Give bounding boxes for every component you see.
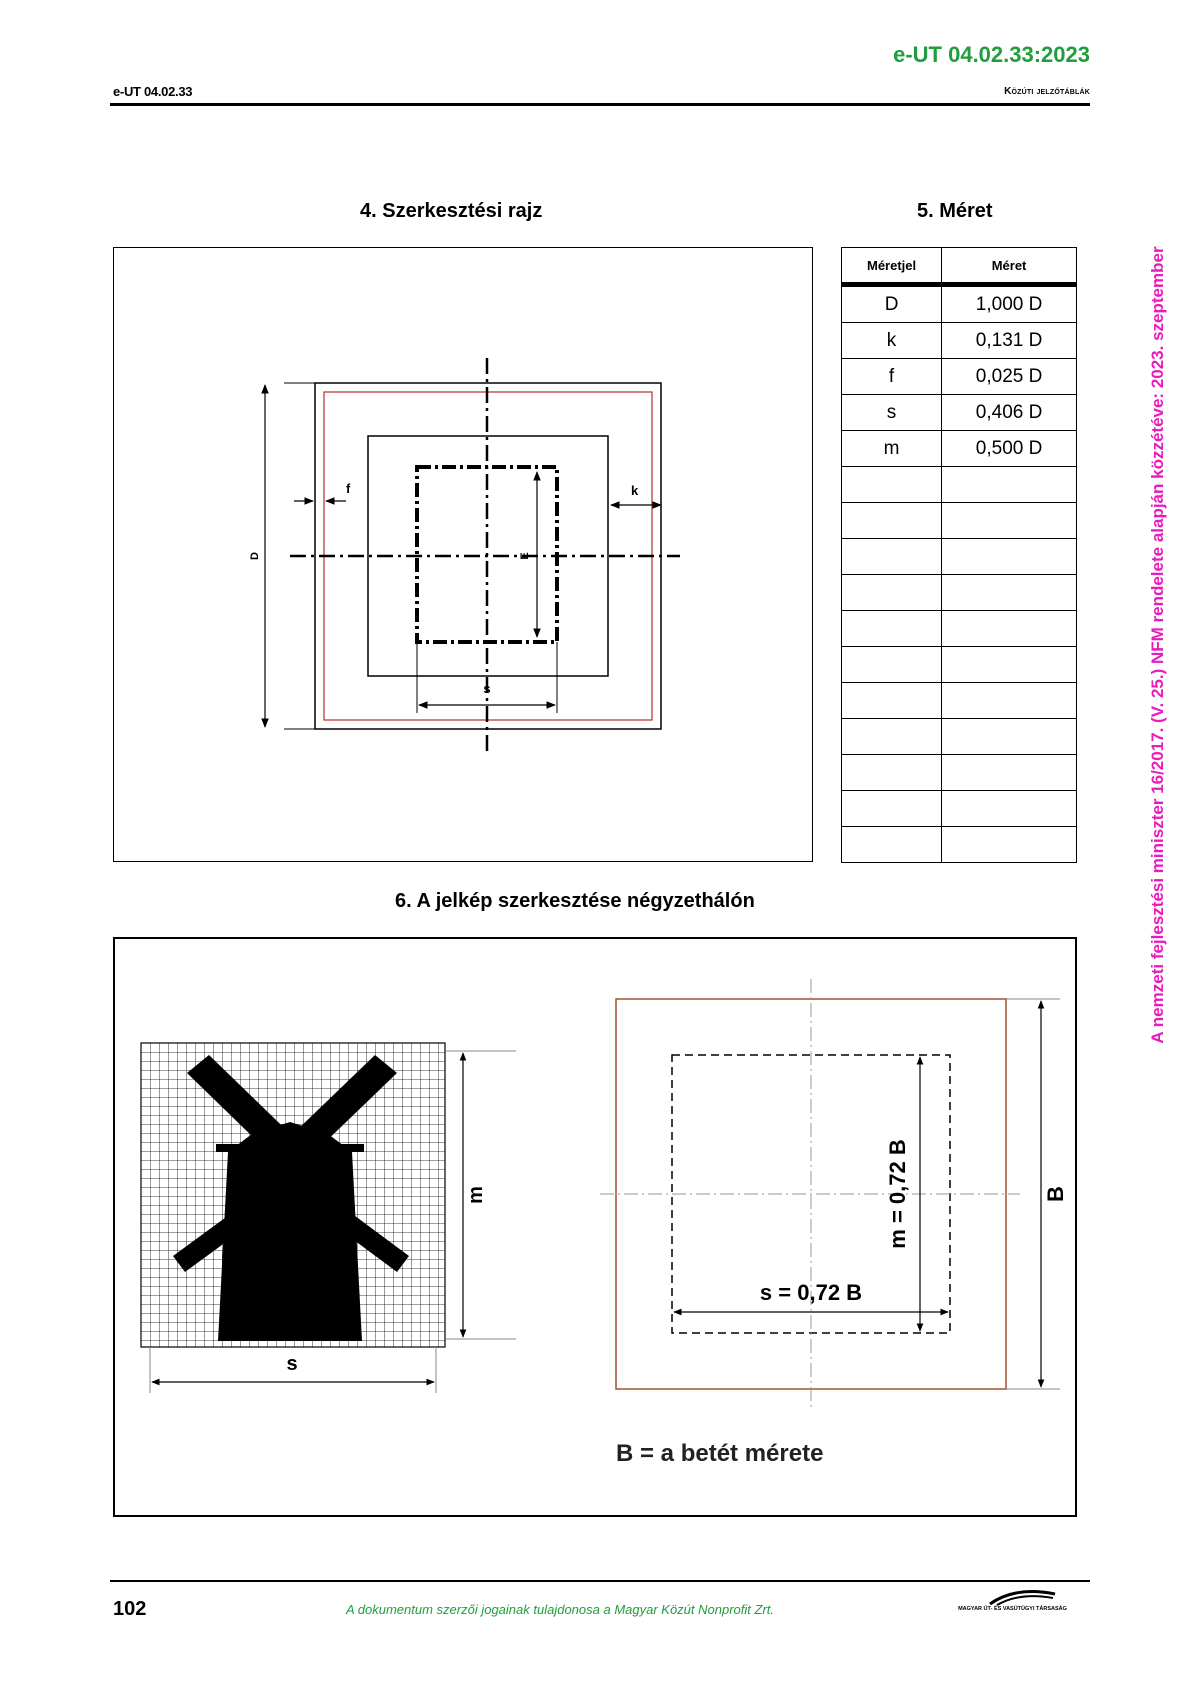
organization-logo bbox=[935, 1588, 1090, 1628]
cell-size: 1,000 D bbox=[942, 285, 1077, 323]
cell-size bbox=[942, 611, 1077, 647]
table-row bbox=[842, 755, 1077, 791]
table-row bbox=[842, 467, 1077, 503]
frame-label-m: m = 0,72 B bbox=[885, 1139, 910, 1249]
header-right-title: Közúti jelzőtáblák bbox=[1004, 86, 1090, 97]
table-row bbox=[842, 683, 1077, 719]
cell-size: 0,406 D bbox=[942, 395, 1077, 431]
label-k: k bbox=[631, 483, 639, 498]
header-left-code: e-UT 04.02.33 bbox=[113, 84, 193, 99]
windmill-body bbox=[218, 1122, 362, 1341]
grid-label-m: m bbox=[465, 1186, 487, 1204]
cell-symbol: s bbox=[842, 395, 942, 431]
header-rule bbox=[110, 103, 1090, 106]
grid-label-s: s bbox=[286, 1353, 298, 1375]
cell-symbol: k bbox=[842, 323, 942, 359]
table-row bbox=[842, 827, 1077, 863]
table-row bbox=[842, 395, 1077, 431]
publication-note-text: A nemzeti fejlesztési miniszter 16/2017. (V. 25.) NFM rendelete alapján közzétéve: 2023. szeptember bbox=[1148, 246, 1167, 1044]
document-code: e-UT 04.02.33:2023 bbox=[893, 42, 1090, 67]
table-row bbox=[842, 647, 1077, 683]
label-s: s bbox=[483, 681, 491, 696]
cell-size bbox=[942, 827, 1077, 863]
cell-symbol: f bbox=[842, 359, 942, 395]
cell-size bbox=[942, 791, 1077, 827]
cell-symbol bbox=[842, 503, 942, 539]
table-row bbox=[842, 575, 1077, 611]
table-row bbox=[842, 359, 1077, 395]
cell-symbol: D bbox=[842, 285, 942, 323]
label-E: E bbox=[519, 552, 531, 560]
cell-symbol bbox=[842, 827, 942, 863]
label-f: f bbox=[346, 481, 351, 496]
page-number: 102 bbox=[113, 1598, 147, 1620]
construction-drawing bbox=[113, 247, 813, 862]
cell-symbol bbox=[842, 791, 942, 827]
windmill-gallery bbox=[216, 1144, 364, 1152]
table-row bbox=[842, 719, 1077, 755]
cell-symbol bbox=[842, 575, 942, 611]
column-header-size: Méret bbox=[942, 248, 1077, 285]
section6-title: 6. A jelkép szerkesztése négyzethálón bbox=[395, 890, 755, 912]
cell-size bbox=[942, 755, 1077, 791]
construction-drawing-svg bbox=[114, 248, 814, 863]
table-header-row bbox=[842, 248, 1077, 285]
cell-symbol: m bbox=[842, 431, 942, 467]
cell-size bbox=[942, 683, 1077, 719]
publication-note bbox=[1144, 170, 1172, 1120]
cell-symbol bbox=[842, 755, 942, 791]
copyright-notice: A dokumentum szerzői jogainak tulajdonosa a Magyar Közút Nonprofit Zrt. bbox=[345, 1602, 774, 1617]
table-row bbox=[842, 503, 1077, 539]
cell-size bbox=[942, 539, 1077, 575]
symbol-grid-svg bbox=[115, 939, 1079, 1519]
cell-symbol bbox=[842, 611, 942, 647]
cell-symbol bbox=[842, 647, 942, 683]
cell-size bbox=[942, 575, 1077, 611]
frame-label-B: B bbox=[1043, 1186, 1068, 1202]
footer-rule bbox=[110, 1580, 1090, 1582]
cell-size bbox=[942, 719, 1077, 755]
table-row bbox=[842, 323, 1077, 359]
label-D: D bbox=[249, 552, 261, 560]
column-header-symbol: Méretjel bbox=[842, 248, 942, 285]
cell-size bbox=[942, 467, 1077, 503]
section4-title: 4. Szerkesztési rajz bbox=[360, 200, 543, 222]
cell-symbol bbox=[842, 683, 942, 719]
cell-size bbox=[942, 647, 1077, 683]
frame-note: B = a betét mérete bbox=[616, 1440, 824, 1467]
cell-size bbox=[942, 503, 1077, 539]
frame-label-s: s = 0,72 B bbox=[759, 1280, 863, 1305]
organization-name: MAGYAR ÚT- ÉS VASÚTÜGYI TÁRSASÁG bbox=[958, 1606, 1067, 1612]
section5-title: 5. Méret bbox=[917, 200, 993, 222]
logo-swoosh-icon bbox=[935, 1588, 1090, 1608]
table-row bbox=[842, 539, 1077, 575]
table-row bbox=[842, 791, 1077, 827]
cell-symbol bbox=[842, 539, 942, 575]
dimension-table bbox=[841, 247, 1077, 863]
cell-size: 0,500 D bbox=[942, 431, 1077, 467]
cell-symbol bbox=[842, 467, 942, 503]
cell-size: 0,131 D bbox=[942, 323, 1077, 359]
cell-size: 0,025 D bbox=[942, 359, 1077, 395]
table-row bbox=[842, 431, 1077, 467]
table-row bbox=[842, 611, 1077, 647]
cell-symbol bbox=[842, 719, 942, 755]
table-row bbox=[842, 285, 1077, 323]
symbol-grid-drawing bbox=[113, 937, 1077, 1517]
